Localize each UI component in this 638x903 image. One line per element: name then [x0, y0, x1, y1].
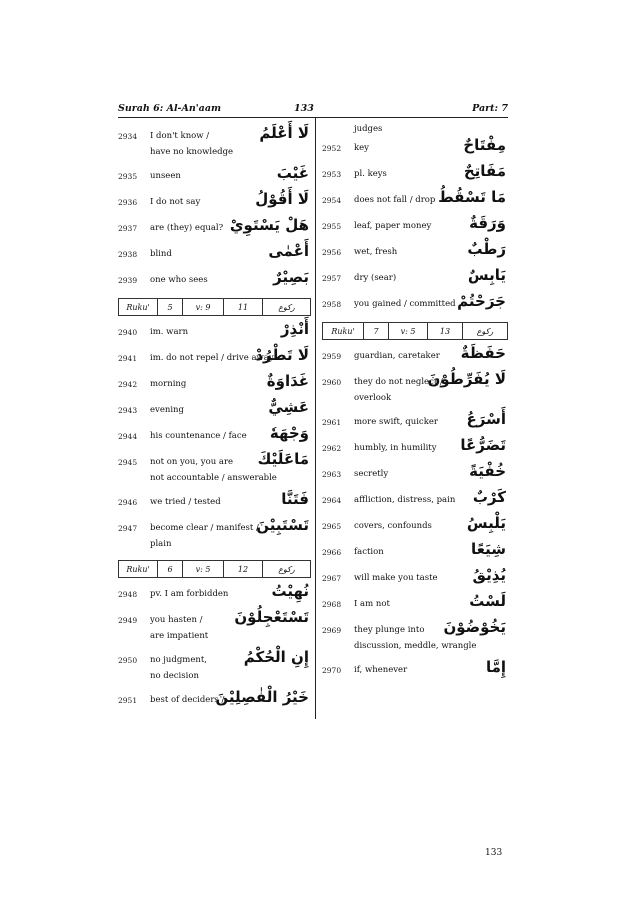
ruku-cell: 11 [224, 299, 263, 315]
entry-arabic: تَسْتَبِيْنَ [256, 516, 309, 534]
entry-arabic: خَيْرُ الْفٰصِلِيْنَ [215, 688, 309, 706]
ruku-cell: ركوع [278, 302, 295, 312]
entry-english: we tried / tested [150, 497, 221, 507]
ruku-cell: 5 [158, 299, 183, 315]
part-label: Part: 7 [472, 103, 508, 114]
entry-arabic: غَيْبَ [276, 164, 309, 182]
entry-number: 2962 [322, 444, 342, 453]
entry-number: 2938 [118, 250, 138, 259]
entry-arabic: حَفَظَةٌ [460, 344, 506, 362]
entry-english-continued: plain [150, 539, 172, 549]
entry-english: morning [150, 379, 187, 389]
entry-arabic: يَلْبِسُ [466, 514, 506, 532]
entry-arabic: تَضَرُّعًا [460, 436, 506, 454]
entry-number: 2942 [118, 380, 138, 389]
entry-english: blind [150, 249, 172, 259]
entry-arabic: رَطْبٌ [467, 240, 506, 258]
entry-arabic: مِفْتَاحٌ [463, 136, 506, 154]
entry-english-continued: are impatient [150, 631, 209, 641]
entry-arabic: يَخُوْضُوْنَ [443, 618, 506, 636]
ruku-cell: Ruku' [119, 299, 158, 315]
entry-number: 2955 [322, 222, 342, 231]
entry-english-continued: no decision [150, 671, 199, 681]
entry-arabic: فَتَنَّا [281, 490, 309, 508]
entry-arabic: يَابِسٌ [467, 266, 506, 284]
entry-arabic: أَعْمٰى [268, 242, 309, 260]
entry-english: humbly, in humility [354, 443, 437, 453]
entry-english-continued: have no knowledge [150, 147, 234, 157]
ruku-cell: 6 [158, 561, 183, 577]
entry-number: 2949 [118, 616, 138, 625]
entry-arabic: إِنِ الْحُكْمُ [243, 648, 309, 666]
entry-number: 2951 [118, 696, 138, 705]
entry-english-continued: overlook [354, 393, 392, 403]
entry-arabic: هَلْ يَسْتَوِيْ [229, 216, 309, 234]
entry-number: 2935 [118, 172, 138, 181]
entry-number: 2968 [322, 600, 342, 609]
entry-arabic: لَا تَطْرُدْ [255, 346, 309, 364]
ruku-box [118, 298, 311, 316]
entry-number: 2954 [322, 196, 342, 205]
entry-arabic: إِمَّا [485, 658, 506, 676]
ruku-cell: ركوع [476, 326, 494, 336]
entry-arabic: مَفَاتِحٌ [463, 162, 506, 180]
entry-english: im. warn [150, 327, 189, 337]
entry-english: they do not neglect / [354, 377, 443, 387]
ruku-cell: v: 5 [183, 561, 224, 577]
ruku-box [322, 322, 508, 340]
entry-english: one who sees [150, 275, 208, 285]
entry-english: does not fall / drop [354, 195, 436, 205]
entry-arabic: وَرَقَةٌ [469, 214, 506, 232]
entry-english: I am not [354, 599, 390, 609]
ruku-cell: Ruku' [119, 561, 158, 577]
entry-number: 2960 [322, 378, 342, 387]
ruku-cell: v: 9 [183, 299, 224, 315]
entry-english: dry (sear) [354, 273, 397, 283]
ruku-cell: v: 5 [389, 323, 428, 339]
entry-english: they plunge into [354, 625, 425, 635]
entry-arabic: خُفْيَةً [469, 462, 506, 480]
entry-arabic: بَصِيْرٌ [273, 268, 309, 286]
entry-arabic: مَا تَسْقُطُ [438, 188, 506, 206]
entry-number: 2940 [118, 328, 138, 337]
entry-arabic: غَدَاوَةٌ [266, 372, 309, 390]
entry-number: 2946 [118, 498, 138, 507]
entry-number: 2966 [322, 548, 342, 557]
entry-number: 2941 [118, 354, 138, 363]
entry-english: affliction, distress, pain [354, 495, 456, 505]
entry-arabic: يُذِيْقُ [472, 566, 506, 584]
entry-english: key [354, 143, 369, 153]
entry-english: are (they) equal? [150, 223, 224, 233]
entry-english: pl. keys [354, 169, 387, 179]
entry-english: more swift, quicker [354, 417, 438, 427]
entry-arabic: تَسْتَعْجِلُوْنَ [234, 608, 309, 626]
entry-arabic: نُهِيْتُ [271, 582, 309, 600]
entry-english: no judgment, [150, 655, 207, 665]
entry-english: evening [150, 405, 184, 415]
entry-number: 2958 [322, 300, 342, 309]
entry-number: 2970 [322, 666, 342, 675]
entry-english: faction [354, 547, 384, 557]
entry-arabic: أَسْرَعُ [466, 410, 506, 428]
entry-number: 2945 [118, 458, 138, 467]
entry-number: 2947 [118, 524, 138, 533]
entry-arabic: لَا أَقُوْلُ [255, 190, 309, 208]
entry-english: I do not say [150, 197, 201, 207]
ruku-cell: 7 [364, 323, 389, 339]
column-divider [315, 117, 316, 719]
entry-number: 2936 [118, 198, 138, 207]
entry-arabic: وَجْهَهٗ [269, 424, 309, 442]
entry-arabic: أَنْذِرْ [280, 320, 309, 338]
entry-english: I don't know / [150, 131, 210, 141]
entry-arabic: لَا يُفَرِّطُوْنَ [427, 370, 506, 388]
entry-english-continued: not accountable / answerable [150, 473, 277, 483]
entry-number: 2964 [322, 496, 342, 505]
entry-english: guardian, caretaker [354, 351, 440, 361]
entry-arabic: عَشِيٌّ [268, 398, 309, 416]
entry-english: pv. I am forbidden [150, 589, 229, 599]
entry-number: 2969 [322, 626, 342, 635]
entry-english-continued: judges [354, 124, 383, 134]
entry-english: im. do not repel / drive away [150, 353, 274, 363]
ruku-box [118, 560, 311, 578]
entry-number: 2967 [322, 574, 342, 583]
entry-arabic: جَرَحْتُمْ [457, 292, 506, 310]
entry-number: 2959 [322, 352, 342, 361]
ruku-cell: 13 [428, 323, 463, 339]
entry-number: 2957 [322, 274, 342, 283]
entry-english: secretly [354, 469, 389, 479]
entry-number: 2961 [322, 418, 342, 427]
footer-page-number: 133 [485, 848, 503, 858]
entry-english: you gained / committed [354, 299, 456, 309]
entry-number: 2952 [322, 144, 342, 153]
entry-arabic: لَسْتُ [469, 592, 506, 610]
ruku-cell: 12 [224, 561, 263, 577]
entry-english: you hasten / [150, 615, 203, 625]
entry-english: covers, confounds [354, 521, 432, 531]
entry-english: will make you taste [354, 573, 438, 583]
entry-english: leaf, paper money [354, 221, 432, 231]
surah-title: Surah 6: Al-An'aam [118, 103, 222, 114]
entry-number: 2939 [118, 276, 138, 285]
entry-english: wet, fresh [354, 247, 398, 257]
entry-english: not on you, you are [150, 457, 234, 467]
entry-number: 2948 [118, 590, 138, 599]
entry-arabic: كَرْبٌ [472, 488, 506, 506]
entry-english: if, whenever [354, 665, 408, 675]
entry-number: 2950 [118, 656, 138, 665]
entry-number: 2937 [118, 224, 138, 233]
entry-english: unseen [150, 171, 181, 181]
entry-number: 2965 [322, 522, 342, 531]
ruku-cell: ركوع [278, 564, 295, 574]
entry-english: become clear / manifest / [150, 523, 259, 533]
entry-english: his countenance / face [150, 431, 247, 441]
entry-number: 2943 [118, 406, 138, 415]
entry-arabic: شِيَعًا [471, 540, 506, 558]
entry-number: 2944 [118, 432, 138, 441]
entry-english: best of deciders / [150, 695, 225, 705]
entry-number: 2934 [118, 132, 138, 141]
header-page-number: 133 [294, 103, 314, 114]
header-divider [118, 117, 508, 118]
entry-number: 2953 [322, 170, 342, 179]
entry-arabic: لَا أَعْلَمُ [259, 124, 309, 142]
entry-number: 2963 [322, 470, 342, 479]
entry-english-continued: discussion, meddle, wrangle [354, 641, 477, 651]
ruku-cell: Ruku' [323, 323, 364, 339]
entry-arabic: مَاعَلَيْكَ [257, 450, 309, 468]
entry-number: 2956 [322, 248, 342, 257]
